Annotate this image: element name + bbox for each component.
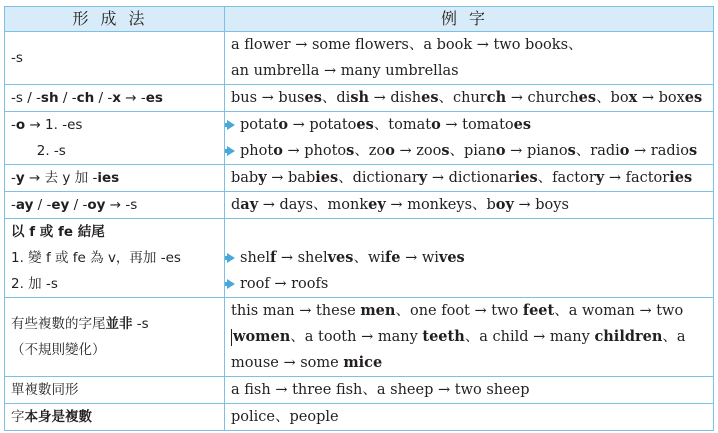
text-segment: 、a tooth → many (290, 329, 423, 345)
text-segment: → dictionar (427, 170, 515, 186)
text-segment: → tomato (440, 117, 514, 133)
text-segment: → factor (604, 170, 670, 186)
text-segment: 、one foot → two (395, 303, 523, 319)
text-segment: → - (120, 90, 146, 106)
text-segment: → box (637, 90, 685, 106)
text-segment: → potato (287, 117, 357, 133)
text-segment: d (231, 197, 241, 213)
bold-segment: y (258, 169, 267, 186)
text-line (231, 245, 707, 271)
text-segment: → days、monk (258, 197, 369, 213)
bold-segment: es (684, 89, 703, 106)
header-row (5, 7, 714, 32)
bold-segment: ies (315, 169, 339, 186)
bold-segment: ey (51, 197, 70, 213)
example-cell (225, 219, 714, 298)
text-line (231, 404, 707, 430)
text-line (11, 45, 218, 71)
text-segment: - (11, 170, 16, 186)
bold-segment: y (15, 170, 25, 186)
text-line (11, 112, 218, 138)
text-segment: → wi (400, 250, 439, 266)
text-line (231, 377, 707, 403)
text-segment: 有些複數的字尾 (11, 316, 106, 332)
rule-cell (5, 165, 225, 192)
bold-segment: oy (87, 197, 106, 213)
bold-segment: ey (368, 196, 386, 213)
text-segment: / - (33, 197, 52, 213)
rule-cell (5, 85, 225, 112)
bold-segment: ies (97, 170, 120, 186)
text-segment: 單複數同形 (11, 382, 79, 398)
text-segment: → boys (513, 197, 569, 213)
table-row (5, 165, 714, 192)
text-line (11, 192, 218, 218)
text-line (231, 32, 707, 58)
table-row (5, 112, 714, 165)
text-segment: 、chur (438, 90, 487, 106)
table-row (5, 404, 714, 431)
text-segment: 、a woman → two (554, 303, 684, 319)
table-row (5, 377, 714, 404)
text-segment: phot (240, 143, 274, 159)
bold-segment: ves (438, 249, 465, 266)
bold-segment: teeth (422, 328, 465, 345)
text-segment: 、radi (575, 143, 620, 159)
rule-cell (5, 192, 225, 219)
text-segment: 、factor (537, 170, 596, 186)
bold-segment: es (145, 90, 163, 106)
rule-cell (5, 32, 225, 85)
text-segment: → piano (505, 143, 568, 159)
text-line (231, 324, 707, 350)
text-line (231, 298, 707, 324)
text-line (231, 350, 707, 376)
bold-segment: f (270, 249, 277, 266)
text-segment: this man → these (231, 303, 361, 319)
text-segment: roof → roofs (240, 276, 329, 292)
bold-segment: ies (669, 169, 693, 186)
text-segment: bus → bus (231, 90, 305, 106)
text-segment: a fish → three fish、a sheep → two sheep (231, 382, 530, 398)
example-cell (225, 404, 714, 431)
text-segment: 、pian (449, 143, 496, 159)
text-segment: 字 (11, 409, 25, 425)
bold-segment: o (273, 142, 283, 159)
text-line (11, 404, 218, 430)
text-segment: an umbrella → many umbrellas (231, 63, 459, 79)
table-row (5, 85, 714, 112)
text-segment: 、zo (354, 143, 386, 159)
bold-segment: feet (522, 302, 555, 319)
text-segment: → monkeys、b (385, 197, 496, 213)
header-examples: 例字 (225, 7, 714, 32)
text-segment: -s (11, 50, 23, 66)
text-line (231, 165, 707, 191)
bold-segment: es (578, 89, 597, 106)
bold-segment: y (595, 169, 605, 186)
text-line (11, 311, 218, 337)
text-line (11, 377, 218, 403)
bold-segment: es (513, 116, 532, 133)
text-segment: → shel (276, 250, 328, 266)
bold-segment: sh (40, 90, 59, 106)
text-segment: → photo (282, 143, 347, 159)
text-segment: shel (240, 250, 270, 266)
text-line (11, 138, 218, 164)
example-cell (225, 165, 714, 192)
table-row (5, 192, 714, 219)
bold-segment: men (360, 302, 396, 319)
table-row (5, 298, 714, 377)
text-segment: -s / - (11, 90, 41, 106)
bold-segment: s (689, 142, 698, 159)
bold-segment: o (385, 142, 395, 159)
example-cell (225, 298, 714, 377)
text-segment: → bab (266, 170, 316, 186)
text-segment: 2. 加 -s (11, 276, 58, 292)
bold-segment: 並非 (105, 316, 133, 332)
text-segment: police、people (231, 409, 339, 425)
rule-cell (5, 377, 225, 404)
bold-segment: o (495, 142, 506, 159)
text-segment: → zoo (394, 143, 442, 159)
example-cell (225, 112, 714, 165)
text-segment: 、dictionar (338, 170, 419, 186)
bold-segment: children (594, 328, 663, 345)
text-segment: potat (240, 117, 279, 133)
text-line (11, 245, 218, 271)
example-cell (225, 377, 714, 404)
bold-segment: 本身是複數 (24, 409, 92, 425)
bold-segment: s (346, 142, 355, 159)
bold-segment: o (278, 116, 288, 133)
text-segment: → radio (629, 143, 690, 159)
text-segment: （不規則變化） (11, 342, 106, 358)
bold-segment: o (15, 117, 26, 133)
text-segment: / - (58, 90, 77, 106)
arrow-icon (227, 253, 235, 263)
bold-segment: ay (240, 196, 259, 213)
bold-segment: ies (514, 169, 538, 186)
bold-segment: ves (327, 249, 354, 266)
bold-segment: y (418, 169, 428, 186)
bold-segment: women (233, 328, 291, 345)
header-rule: 形成法 (5, 7, 225, 32)
bold-segment: es (304, 89, 322, 106)
text-segment: 、wi (353, 250, 386, 266)
text-segment: / - (69, 197, 88, 213)
bold-segment: x (112, 90, 121, 106)
text-line (11, 219, 218, 245)
bold-segment: ch (486, 89, 507, 106)
arrow-icon (227, 146, 235, 156)
text-segment: 、tomat (373, 117, 432, 133)
table-body (5, 32, 714, 431)
text-segment: 、a (662, 329, 686, 345)
table-row (5, 219, 714, 298)
bold-segment: oy (495, 196, 514, 213)
text-line (11, 337, 218, 363)
text-line (231, 138, 707, 164)
bold-segment: ay (15, 197, 34, 213)
bold-segment: mice (343, 354, 383, 371)
text-segment: 、bo (596, 90, 629, 106)
text-line (11, 165, 218, 191)
text-segment: bab (231, 170, 259, 186)
bold-segment: o (431, 116, 441, 133)
text-segment: → -s (105, 197, 138, 213)
text-segment: 、a child → many (464, 329, 595, 345)
rule-cell (5, 112, 225, 165)
bold-segment: x (628, 89, 638, 106)
arrow-icon (227, 279, 235, 289)
arrow-icon (227, 120, 235, 130)
text-segment: 、di (321, 90, 351, 106)
rule-cell (5, 404, 225, 431)
text-segment: 1. 變 f 或 fe 為 v，再加 -es (11, 250, 181, 266)
table-row (5, 32, 714, 85)
text-segment: - (11, 197, 16, 213)
text-line (231, 85, 707, 111)
text-segment: - (11, 117, 16, 133)
text-cursor (231, 329, 232, 346)
text-line (231, 271, 707, 297)
text-line (231, 58, 707, 84)
example-cell (225, 192, 714, 219)
text-segment: → 去 y 加 - (24, 170, 98, 186)
text-segment: -s (132, 316, 149, 332)
bold-segment: ch (76, 90, 95, 106)
example-cell (225, 32, 714, 85)
text-segment: 2. -s (11, 143, 66, 159)
text-line (11, 85, 218, 111)
rule-cell (5, 219, 225, 298)
bold-segment: s (441, 142, 450, 159)
plural-rules-table (4, 6, 714, 431)
bold-segment: o (619, 142, 630, 159)
text-line (11, 271, 218, 297)
rule-cell (5, 298, 225, 377)
text-line (231, 219, 707, 245)
bold-segment: s (567, 142, 576, 159)
text-segment: → dish (369, 90, 422, 106)
bold-segment: es (356, 116, 374, 133)
text-segment: / - (94, 90, 113, 106)
text-line (231, 112, 707, 138)
bold-segment: 以 f 或 fe 結尾 (11, 224, 105, 240)
text-line (231, 192, 707, 218)
example-cell (225, 85, 714, 112)
text-segment: → church (506, 90, 579, 106)
bold-segment: fe (385, 249, 401, 266)
bold-segment: es (421, 89, 439, 106)
text-segment: mouse → some (231, 355, 344, 371)
text-segment: a flower → some flowers、a book → two books、 (231, 37, 583, 53)
bold-segment: sh (350, 89, 370, 106)
text-segment: → 1. -es (25, 117, 83, 133)
